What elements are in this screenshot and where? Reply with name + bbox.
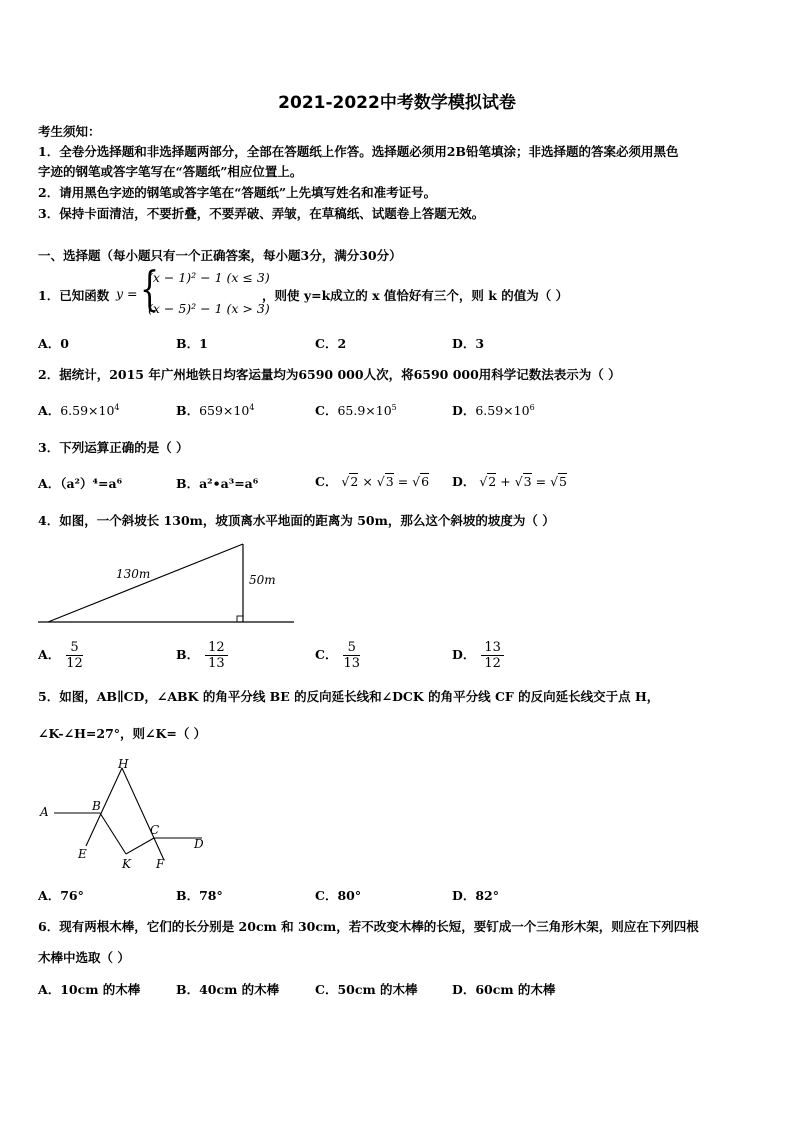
q3-c-term-2: 3 <box>385 474 394 489</box>
q3-d-op-1: + <box>500 474 511 489</box>
q4-option-a[interactable] <box>38 640 83 671</box>
q5-line-bk <box>100 813 126 854</box>
notice-line-3: 2．请用黑色字迹的钢笔或答字笔在“答题纸”上先填写姓名和准考证号。 <box>38 185 437 200</box>
q2-option-d-label: D． <box>452 403 476 418</box>
q5-label-b: B <box>92 799 101 813</box>
q3-stem: 3．下列运算正确的是（ ） <box>38 440 189 455</box>
q3-c-term-1: 2 <box>350 474 359 489</box>
notice-line-4: 3．保持卡面清洁，不要折叠，不要弄破、弄皱，在草稿纸、试题卷上答题无效。 <box>38 206 485 221</box>
q5-label-e: E <box>78 847 87 861</box>
q4-right-angle-mark <box>237 616 243 622</box>
q3-option-d[interactable]: D． √2 + √3 = √5 <box>452 474 567 489</box>
q5-label-c: C <box>150 823 160 837</box>
q1-option-c[interactable]: C．2 <box>315 336 347 351</box>
q2-option-a[interactable] <box>38 401 120 419</box>
notice-heading: 考生须知： <box>38 124 101 139</box>
q3-d-term-1: 2 <box>488 474 497 489</box>
q1-brace: { <box>140 263 160 318</box>
q1-suffix: ，则使 y=k成立的 x 值恰好有三个，则 k 的值为（ ） <box>262 288 569 303</box>
q4-option-d[interactable] <box>452 640 504 671</box>
q6-stem-2: 木棒中选取（ ） <box>38 950 130 965</box>
q3-option-b[interactable]: B．a²•a³=a⁶ <box>176 476 259 491</box>
q2-option-c-label: C． <box>315 403 338 418</box>
q2-option-b-exp: 4 <box>249 402 255 412</box>
q3-d-op-2: = <box>535 474 547 489</box>
q5-label-f: F <box>156 857 165 871</box>
q4-option-d-frac <box>481 640 504 671</box>
q3-c-term-3: 6 <box>421 474 430 489</box>
q3-option-d-label: D． <box>452 474 476 489</box>
page-title: 2021-2022中考数学模拟试卷 <box>278 93 516 113</box>
notice-line-1: 1．全卷分选择题和非选择题两部分，全部在答题纸上作答。选择题必须用2B铅笔填涂；非选择题的答案必须用黑色 <box>38 144 679 159</box>
q6-stem-1: 6．现有两根木棒，它们的长分别是 20cm 和 30cm，若不改变木棒的长短，要钉成一个三角形木架，则应在下列四根 <box>38 919 699 934</box>
q1-prefix: 1．已知函数 <box>38 288 110 303</box>
q2-stem: 2．据统计，2015 年广州地铁日均客运量均为6590 000人次，将6590 000用科学记数法表示为（ ） <box>38 367 621 382</box>
q4-option-b-label: B． <box>176 647 200 662</box>
q2-option-b-base: 659×10 <box>199 403 250 418</box>
q4-option-a-den: 12 <box>66 656 83 671</box>
q2-option-c-exp: 5 <box>391 402 397 412</box>
q4-option-a-frac <box>66 640 83 671</box>
q3-option-c-label: C． <box>315 474 338 489</box>
q5-stem-1: 5．如图，AB∥CD，∠ABK 的角平分线 BE 的反向延长线和∠DCK 的角平分线 CF 的反向延长线交于点 H， <box>38 689 660 704</box>
q2-option-d-base: 6.59×10 <box>475 403 530 418</box>
q4-option-a-label: A． <box>38 647 61 662</box>
q3-c-op-2: = <box>397 474 409 489</box>
q5-line-kc <box>126 838 154 854</box>
q2-option-c[interactable] <box>315 401 397 419</box>
q5-angle-figure <box>36 752 216 874</box>
q6-option-a[interactable]: A．10cm 的木棒 <box>38 982 141 997</box>
q4-option-c-den: 13 <box>343 656 360 671</box>
q1-y: y = <box>116 286 138 301</box>
q5-label-d: D <box>194 837 204 851</box>
q2-option-d-exp: 6 <box>529 402 535 412</box>
q3-c-op-1: × <box>362 474 373 489</box>
q3-option-c[interactable]: C． √2 × √3 = √6 <box>315 474 430 489</box>
q5-option-b[interactable]: B．78° <box>176 888 223 903</box>
q1-option-a[interactable]: A．0 <box>38 336 69 351</box>
q2-option-a-base: 6.59×10 <box>60 403 115 418</box>
q4-slope-line <box>48 544 243 622</box>
q4-slope-figure <box>36 538 298 628</box>
q4-option-d-den: 12 <box>484 656 501 671</box>
q5-label-a: A <box>40 805 49 819</box>
q4-option-a-num: 5 <box>66 640 83 656</box>
q4-option-b-den: 13 <box>208 656 225 671</box>
q5-stem-2: ∠K-∠H=27°，则∠K=（ ） <box>38 726 207 741</box>
q3-d-term-2: 3 <box>523 474 532 489</box>
q4-option-b-frac <box>205 640 228 671</box>
q3-d-term-3: 5 <box>559 474 567 489</box>
q4-option-b-num: 12 <box>205 640 228 656</box>
q2-option-c-base: 65.9×10 <box>337 403 392 418</box>
q4-option-c-num: 5 <box>343 640 360 656</box>
section-heading: 一、选择题（每小题只有一个正确答案，每小题3分，满分30分） <box>38 248 402 263</box>
q5-option-a[interactable]: A．76° <box>38 888 84 903</box>
q2-option-a-label: A． <box>38 403 61 418</box>
q1-option-b[interactable]: B．1 <box>176 336 208 351</box>
q1-case-1: (x − 1)² − 1 (x ≤ 3) <box>148 270 270 285</box>
q5-label-k: K <box>122 857 131 871</box>
q3-option-a[interactable]: A．（a²）⁴=a⁶ <box>38 476 123 491</box>
q4-leg-label: 50m <box>249 573 276 587</box>
q4-option-d-num: 13 <box>481 640 504 656</box>
q4-stem: 4．如图，一个斜坡长 130m，坡顶离水平地面的距离为 50m，那么这个斜坡的坡度为（ ） <box>38 513 555 528</box>
q4-option-c-frac <box>343 640 360 671</box>
q6-option-c[interactable]: C．50cm 的木棒 <box>315 982 418 997</box>
q4-hyp-label: 130m <box>116 567 151 581</box>
q1-option-d[interactable]: D．3 <box>452 336 485 351</box>
q5-option-d[interactable]: D．82° <box>452 888 499 903</box>
q4-option-c[interactable] <box>315 640 360 671</box>
q2-option-b-label: B． <box>176 403 200 418</box>
q4-option-c-label: C． <box>315 647 338 662</box>
q5-option-c[interactable]: C．80° <box>315 888 362 903</box>
q2-option-b[interactable] <box>176 401 254 419</box>
q2-option-d[interactable] <box>452 401 535 419</box>
q4-option-b[interactable] <box>176 640 228 671</box>
q5-line-hf <box>122 768 164 860</box>
q2-option-a-exp: 4 <box>114 402 120 412</box>
q1-case-2: (x − 5)² − 1 (x > 3) <box>148 301 270 316</box>
q6-option-d[interactable]: D．60cm 的木棒 <box>452 982 556 997</box>
notice-line-2: 字迹的钢笔或答字笔写在“答题纸”相应位置上。 <box>38 164 303 179</box>
q4-option-d-label: D． <box>452 647 476 662</box>
q6-option-b[interactable]: B．40cm 的木棒 <box>176 982 280 997</box>
q5-label-h: H <box>118 757 129 771</box>
